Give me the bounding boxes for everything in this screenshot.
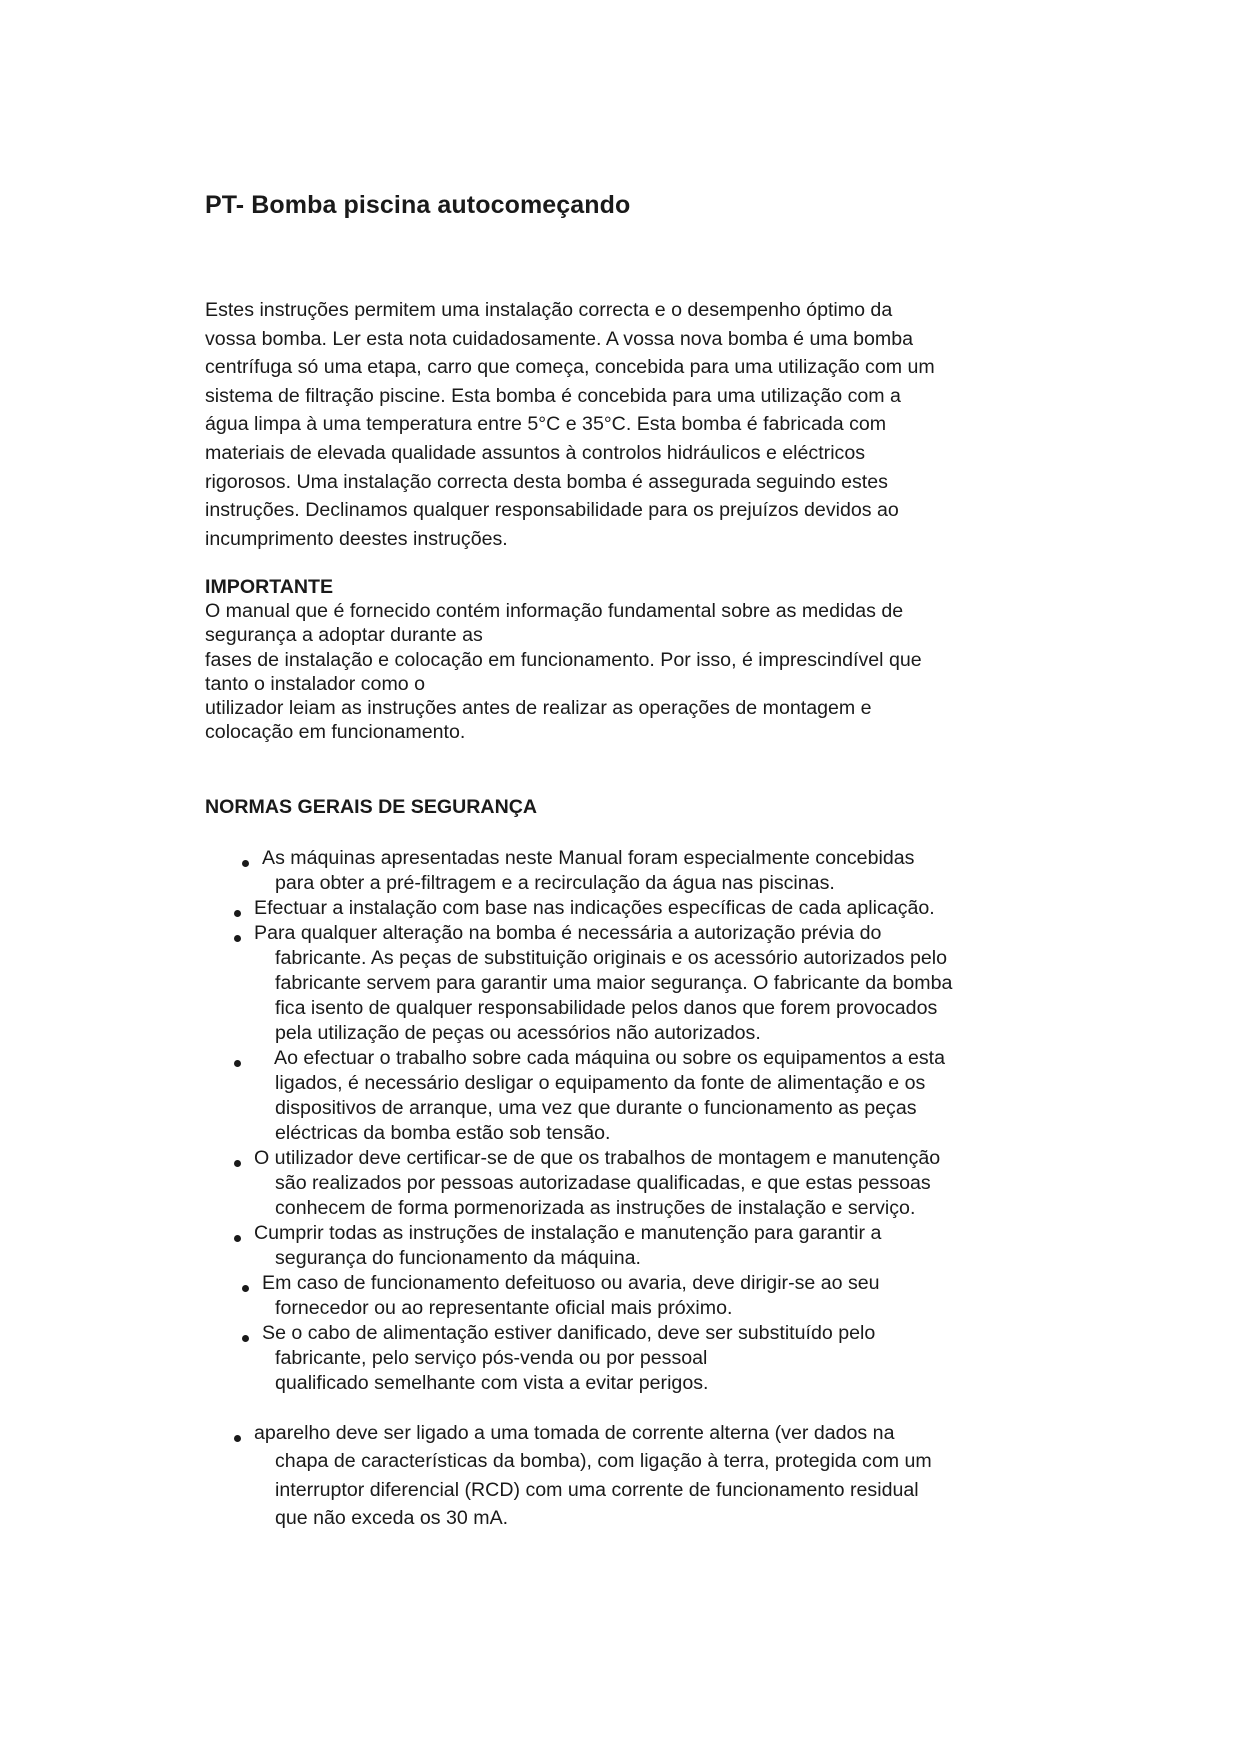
list-item-line: são realizados por pessoas autorizadase qualificadas, e que estas pessoas <box>275 1172 931 1194</box>
important-section <box>205 575 1005 745</box>
bullet-icon <box>242 1335 249 1342</box>
list-item-line: O utilizador deve certificar-se de que os trabalhos de montagem e manutenção <box>254 1147 941 1169</box>
important-line: tanto o instalador como o <box>205 672 426 695</box>
list-item-line: aparelho deve ser ligado a uma tomada de corrente alterna (ver dados na <box>254 1422 895 1444</box>
list-item-line: para obter a pré-filtragem e a recirculação da água nas piscinas. <box>275 872 835 894</box>
list-item-line: Efectuar a instalação com base nas indicações específicas de cada aplicação. <box>254 897 935 919</box>
list-item-line: ligados, é necessário desligar o equipamento da fonte de alimentação e os <box>275 1072 926 1094</box>
list-item-line: Cumprir todas as instruções de instalação e manutenção para garantir a <box>254 1222 882 1244</box>
important-line: segurança a adoptar durante as <box>205 624 483 647</box>
intro-line: incumprimento deestes instruções. <box>205 527 508 550</box>
intro-line: rigorosos. Uma instalação correcta desta bomba é assegurada seguindo estes <box>205 470 888 493</box>
important-line: utilizador leiam as instruções antes de realizar as operações de montagem e <box>205 697 872 720</box>
intro-line: vossa bomba. Ler esta nota cuidadosamente. A vossa nova bomba é uma bomba <box>205 327 913 350</box>
list-item-line: Ao efectuar o trabalho sobre cada máquina ou sobre os equipamentos a esta <box>274 1047 945 1069</box>
intro-line: água limpa à uma temperatura entre 5°C e 35°C. Esta bomba é fabricada com <box>205 413 887 436</box>
list-item-line: As máquinas apresentadas neste Manual foram especialmente concebidas <box>262 847 915 869</box>
intro-line: materiais de elevada qualidade assuntos à controlos hidráulicos e eléctricos <box>205 441 866 464</box>
bullet-icon <box>242 1285 249 1292</box>
list-item-line: Se o cabo de alimentação estiver danificado, deve ser substituído pelo <box>262 1322 876 1344</box>
list-item-line: fabricante. As peças de substituição originais e os acessório autorizados pelo <box>275 947 948 969</box>
list-item-line: chapa de características da bomba), com ligação à terra, protegida com um <box>275 1450 932 1472</box>
important-line: O manual que é fornecido contém informação fundamental sobre as medidas de <box>205 600 904 622</box>
bullet-icon <box>234 1060 241 1067</box>
list-item-line: fabricante, pelo serviço pós-venda ou por pessoal <box>275 1347 708 1369</box>
important-heading: IMPORTANTE <box>205 576 334 598</box>
bullet-icon <box>234 910 241 917</box>
list-item-line: interruptor diferencial (RCD) com uma corrente de funcionamento residual <box>275 1479 919 1501</box>
bullet-icon <box>242 860 249 867</box>
bullet-icon <box>234 1160 241 1167</box>
list-item-line: dispositivos de arranque, uma vez que durante o funcionamento as peças <box>275 1097 917 1119</box>
list-item-line: que não exceda os 30 mA. <box>275 1507 509 1529</box>
list-item-line: pela utilização de peças ou acessórios não autorizados. <box>275 1022 761 1044</box>
list-item-line: fabricante servem para garantir uma maior segurança. O fabricante da bomba <box>275 972 953 994</box>
list-item-line: eléctricas da bomba estão sob tensão. <box>275 1122 611 1144</box>
intro-paragraph <box>205 296 1005 553</box>
list-item-line: fornecedor ou ao representante oficial mais próximo. <box>275 1297 733 1319</box>
bullet-icon <box>234 935 241 942</box>
important-line: fases de instalação e colocação em funcionamento. Por isso, é imprescindível que <box>205 648 922 671</box>
intro-line: Estes instruções permitem uma instalação correcta e o desempenho óptimo da <box>205 299 893 321</box>
important-line: colocação em funcionamento. <box>205 721 466 744</box>
list-item-line: conhecem de forma pormenorizada as instruções de instalação e serviço. <box>275 1197 916 1219</box>
intro-line: centrífuga só uma etapa, carro que começa, concebida para uma utilização com um <box>205 356 935 379</box>
bullet-icon <box>234 1235 241 1242</box>
intro-line: sistema de filtração piscine. Esta bomba é concebida para uma utilização com a <box>205 384 901 407</box>
safety-rules-heading: NORMAS GERAIS DE SEGURANÇA <box>205 796 538 818</box>
list-item-line: Para qualquer alteração na bomba é necessária a autorização prévia do <box>254 922 882 944</box>
intro-line: instruções. Declinamos qualquer responsabilidade para os prejuízos devidos ao <box>205 499 899 522</box>
bullet-icon <box>234 1435 241 1442</box>
list-item-line: Em caso de funcionamento defeituoso ou avaria, deve dirigir-se ao seu <box>262 1272 880 1294</box>
list-item-line: segurança do funcionamento da máquina. <box>275 1247 642 1269</box>
list-item-line: qualificado semelhante com vista a evitar perigos. <box>275 1372 709 1394</box>
document-title: PT- Bomba piscina autocomeçando <box>205 191 631 219</box>
list-item-line: fica isento de qualquer responsabilidade pelos danos que forem provocados <box>275 997 938 1019</box>
